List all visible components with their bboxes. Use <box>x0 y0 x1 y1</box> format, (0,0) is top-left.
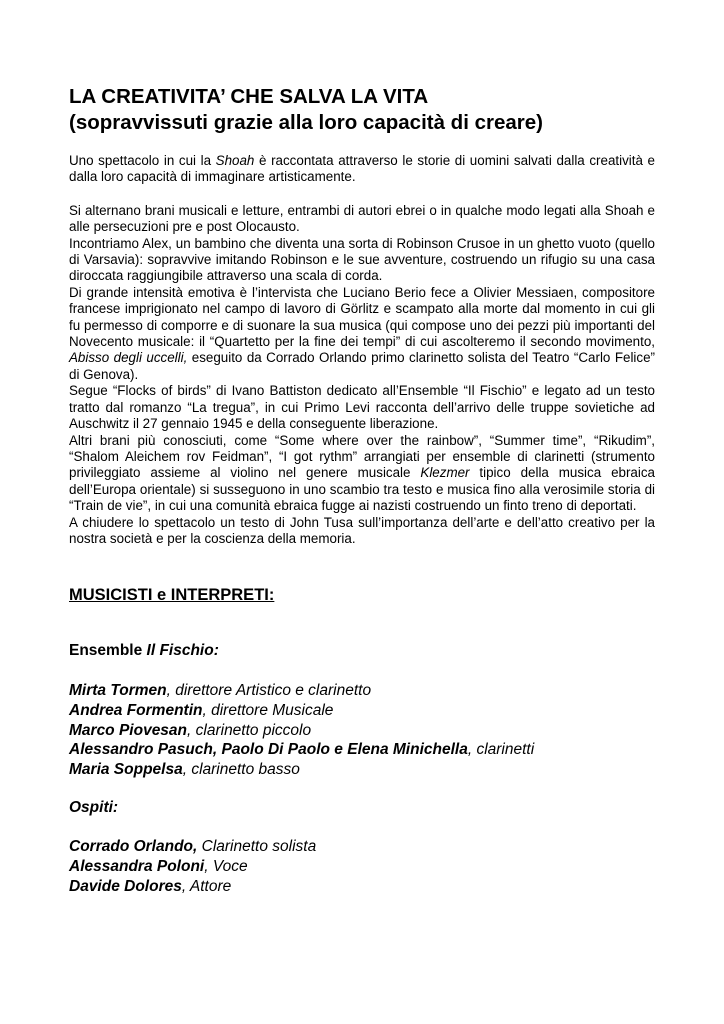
member-name: Mirta Tormen <box>69 682 167 700</box>
guest-name: Davide Dolores <box>69 877 182 895</box>
musicians-heading: MUSICISTI e INTERPRETI: <box>69 586 275 605</box>
guest-name: Corrado Orlando, <box>69 838 198 856</box>
p5-text-end: tipico della musica ebraica dell’Europa orientale) si susseguono in uno scambio tra testo e musica fino alla verosimile storia di “Train de vie”, in cui una comunità ebraica fugge ai nazisti costruendo un finto treno di deportati. <box>69 465 655 514</box>
ensemble-label <box>69 641 655 661</box>
body-paragraph-3 <box>69 285 655 383</box>
guest-role: , Voce <box>204 857 248 875</box>
member-item <box>69 681 655 701</box>
guest-role: Clarinetto solista <box>197 838 317 856</box>
ensemble-name: Il Fischio: <box>146 642 219 660</box>
body-paragraph-4: Segue “Flocks of birds” di Ivano Battiston dedicato all’Ensemble “Il Fischio” e legato ad un testo tratto dal romanzo “La tregua”, in cui Primo Levi racconta dell’arrivo delle truppe sovietiche ad Auschwitz il 27 gennaio 1945 e della conseguente liberazione. <box>69 383 655 432</box>
p5-emphasis: Klezmer <box>420 465 470 481</box>
member-item <box>69 740 655 760</box>
member-name-2: Paolo Di Paolo e Elena Minichella <box>221 741 468 759</box>
guest-item <box>69 877 655 897</box>
guests-list <box>69 837 655 896</box>
member-name: Maria Soppelsa <box>69 760 183 778</box>
body-paragraph-5 <box>69 433 655 515</box>
p5-text-start: Altri brani più conosciuti, come “Some where over the rainbow”, “Summer time”, “Rikudim”, “Shalom Aleichem rov Feidman”, “I got rythm” arrangiati per ensemble di clarinetti (strumento privileggiato assieme al violino nel genere musicale <box>69 432 655 481</box>
guest-role: , Attore <box>181 877 232 895</box>
member-role: , direttore Artistico e clarinetto <box>166 682 372 700</box>
intro-text-end: è raccontata attraverso le storie di uomini salvati dalla creatività e dalla loro capacità di immaginare artisticamente. <box>69 153 655 185</box>
body-paragraph-2: Incontriamo Alex, un bambino che diventa una sorta di Robinson Crusoe in un ghetto vuoto (quello di Varsavia): sopravvive imitando Robinson e le sue avventure, costruendo un rifugio su una casa diroccata raggiungibile attraverso una scala di corda. <box>69 235 655 284</box>
member-separator: , <box>212 741 222 759</box>
p3-text-end: eseguito da Corrado Orlando primo clarinetto solista del Teatro “Carlo Felice” di Genova). <box>69 350 655 382</box>
intro-emphasis: Shoah <box>215 153 255 168</box>
member-role: , direttore Musicale <box>202 701 334 719</box>
member-name: Alessandro Pasuch <box>69 741 213 759</box>
p3-text-start: Di grande intensità emotiva è l’intervista che Luciano Berio fece a Olivier Messiaen, compositore francese imprigionato nel campo di lavoro di Görlitz e scampato alla morte dal momento in cui gli fu permesso di comporre e di suonare la sua musica (qui compose uno dei pezzi più importanti del Novecento musicale: il “Quartetto per la fine dei tempi” di cui ascolteremo il secondo movimento, <box>69 284 655 350</box>
body-paragraph-1: Si alternano brani musicali e letture, entrambi di autori ebrei o in qualche modo legati alla Shoah e alle persecuzioni pre e post Olocausto. <box>69 202 655 235</box>
ensemble-prefix: Ensemble <box>69 642 147 660</box>
member-item <box>69 760 655 780</box>
intro-paragraph <box>69 153 655 186</box>
body-paragraph-6: A chiudere lo spettacolo un testo di John Tusa sull’importanza dell’arte e dell’atto creativo per la nostra società e per la coscienza della memoria. <box>69 514 655 546</box>
member-item <box>69 701 655 721</box>
title-line-1: LA CREATIVITA’ CHE SALVA LA VITA <box>69 85 429 108</box>
member-item <box>69 721 655 741</box>
guest-item <box>69 857 655 877</box>
member-role: , clarinetto basso <box>182 760 300 778</box>
p3-emphasis: Abisso degli uccelli, <box>69 350 188 366</box>
body-text <box>69 203 655 548</box>
member-role: , clarinetto piccolo <box>187 721 312 739</box>
document-content <box>69 84 655 896</box>
title-line-2: (sopravvissuti grazie alla loro capacità di creare) <box>69 111 543 134</box>
ensemble-members <box>69 681 655 779</box>
member-role: , clarinetti <box>467 741 535 759</box>
member-name: Andrea Formentin <box>69 701 203 719</box>
guest-item <box>69 837 655 857</box>
intro-text-start: Uno spettacolo in cui la <box>69 153 216 168</box>
guests-heading: Ospiti: <box>69 799 119 817</box>
guest-name: Alessandra Poloni <box>69 857 205 875</box>
document-title <box>69 84 655 136</box>
member-name: Marco Piovesan <box>69 721 188 739</box>
